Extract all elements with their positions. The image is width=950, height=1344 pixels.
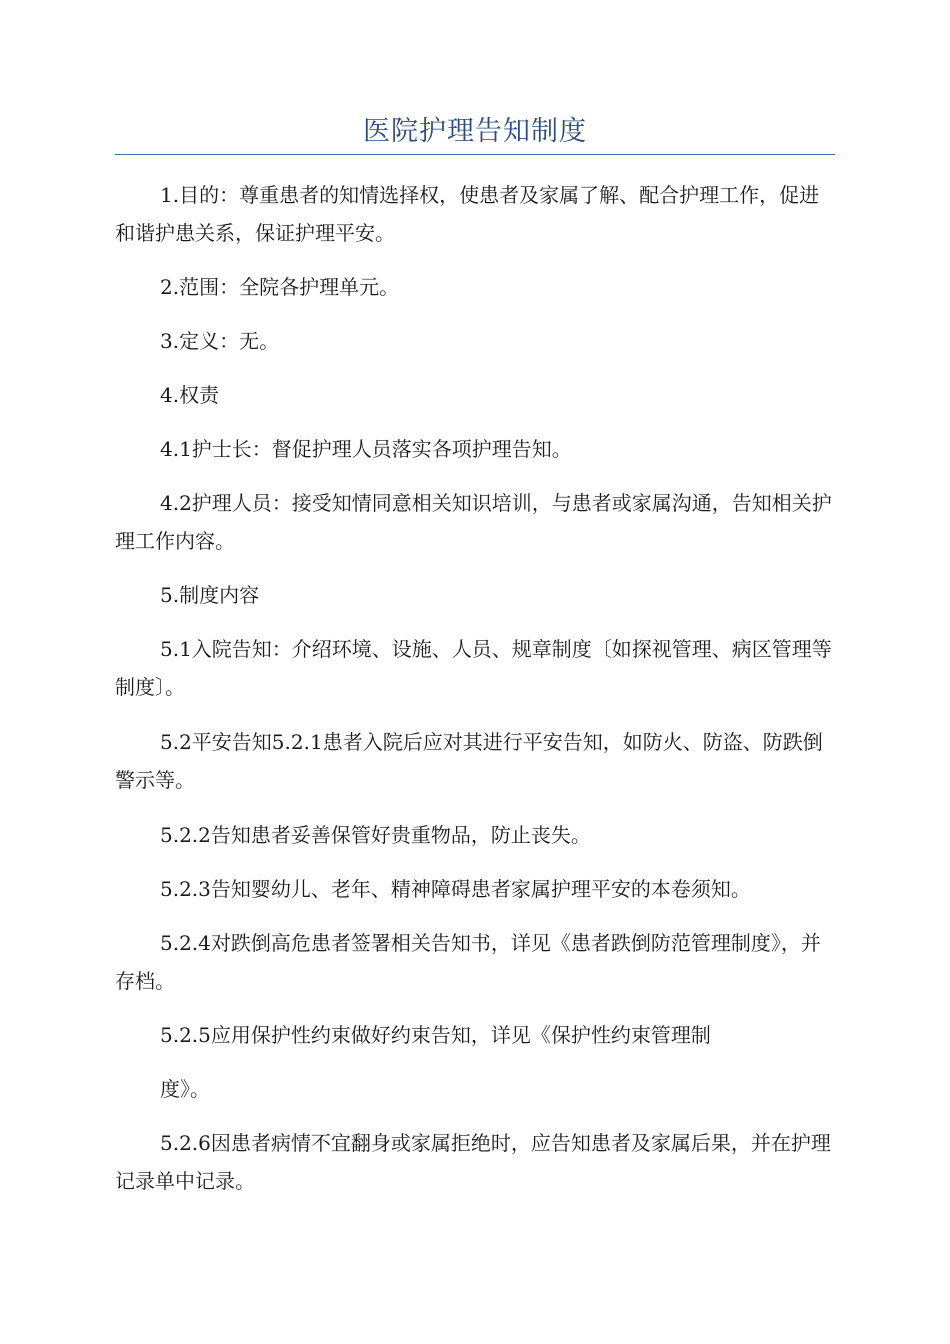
paragraph-purpose: 1.目的：尊重患者的知情选择权，使患者及家属了解、配合护理工作，促进和谐护患关系，保证护理平安。: [115, 183, 820, 245]
paragraph-vulnerable-patients: 5.2.3告知婴幼儿、老年、精神障碍患者家属护理平安的本卷须知。: [160, 877, 751, 901]
paragraph-valuables: 5.2.2告知患者妥善保管好贵重物品，防止丧失。: [160, 823, 591, 847]
paragraph-restraint-continued: 度》。: [160, 1077, 210, 1101]
paragraph-restraint: 5.2.5应用保护性约束做好约束告知，详见《保护性约束管理制: [160, 1023, 711, 1047]
document-title: 医院护理告知制度: [363, 116, 587, 147]
paragraph-admission-notice: 5.1入院告知：介绍环境、设施、人员、规章制度〔如探视管理、病区管理等制度〕。: [115, 637, 832, 699]
paragraph-turning-refusal: 5.2.6因患者病情不宜翻身或家属拒绝时，应告知患者及家属后果，并在护理记录单中记录。: [115, 1131, 831, 1193]
paragraph-head-nurse: 4.1护士长：督促护理人员落实各项护理告知。: [160, 437, 572, 461]
paragraph-scope: 2.范围：全院各护理单元。: [160, 275, 400, 299]
paragraph-definition: 3.定义：无。: [160, 329, 280, 353]
paragraph-responsibilities: 4.权责: [160, 383, 220, 407]
paragraph-system-content: 5.制度内容: [160, 583, 260, 607]
paragraph-safety-notice: 5.2平安告知5.2.1患者入院后应对其进行平安告知，如防火、防盗、防跌倒警示等。: [115, 730, 823, 792]
paragraph-fall-risk: 5.2.4对跌倒高危患者签署相关告知书，详见《患者跌倒防范管理制度》，并存档。: [115, 931, 821, 993]
paragraph-nursing-staff: 4.2护理人员：接受知情同意相关知识培训，与患者或家属沟通，告知相关护理工作内容。: [115, 491, 832, 553]
title-underline: [115, 154, 835, 155]
